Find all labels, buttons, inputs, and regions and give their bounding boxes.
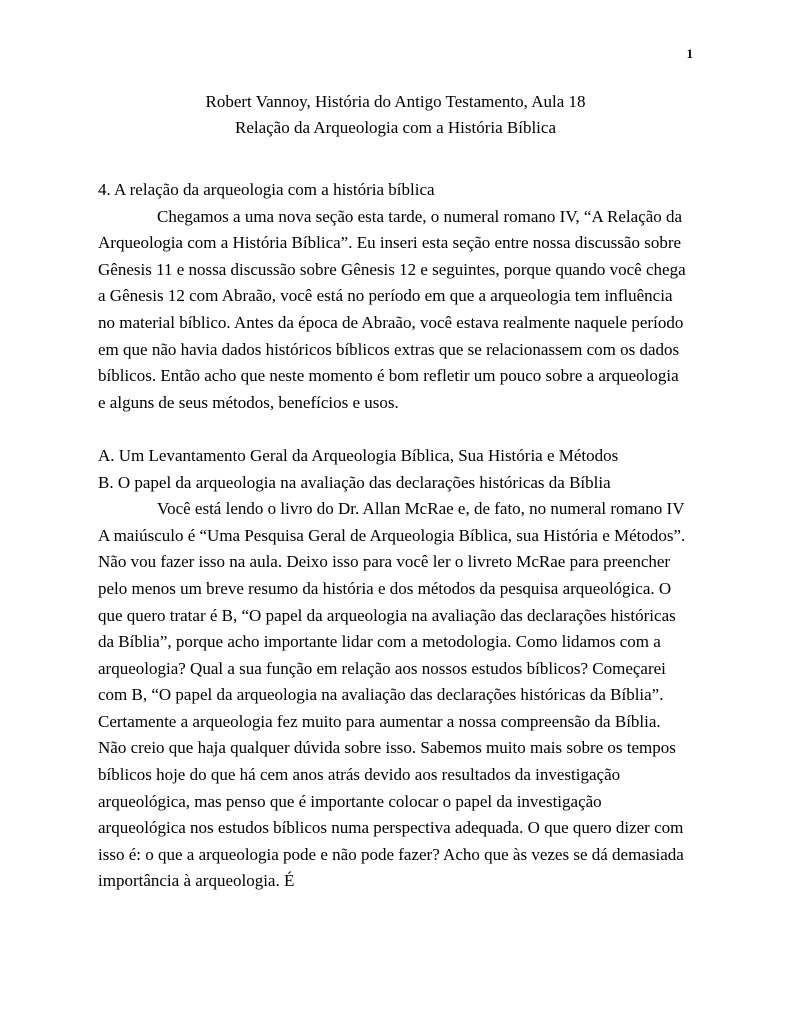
subsection-b-paragraph: Você está lendo o livro do Dr. Allan McRae e, de fato, no numeral romano IV A maiúsculo é “Uma Pesquisa Geral de Arqueologia Bíblica, sua História e Métodos”. Não vou fazer isso na aula. Deixo isso para você ler o livreto McRae para preencher pelo menos um breve resumo da história e dos métodos da pesquisa arqueológica. O que quero tratar é B, “O papel da arqueologia na avaliação das declarações históricas da Bíblia”, porque acho importante lidar com a metodologia. Como lidamos com a arqueologia? Qual a sua função em relação aos nossos estudos bíblicos? Começarei com B, “O papel da arqueologia na avaliação das declarações históricas da Bíblia”. Certamente a arqueologia fez muito para aumentar a nossa compreensão da Bíblia. Não creio que haja qualquer dúvida sobre isso. Sabemos muito mais sobre os tempos bíblicos hoje do que há cem anos atrás devido aos resultados da investigação arqueológica, mas penso que é importante colocar o papel da investigação arqueológica nos estudos bíblicos numa perspectiva adequada. O que quero dizer com isso é: o que a arqueologia pode e não pode fazer? Acho que às vezes se dá demasiada importância à arqueologia. É [98,499,686,891]
document-subtitle: Relação da Arqueologia com a História Bíblica [234,118,556,137]
document-body [98,177,690,895]
section-4-heading: 4. A relação da arqueologia com a história bíblica [98,180,435,199]
page-number: 1 [686,46,693,61]
document-title: Robert Vannoy, História do Antigo Testamento, Aula 18 [205,92,586,111]
document-title-block [0,89,791,141]
subsection-b-heading: B. O papel da arqueologia na avaliação das declarações históricas da Bíblia [98,472,611,492]
subsection-a-heading: A. Um Levantamento Geral da Arqueologia Bíblica, Sua História e Métodos [98,445,619,465]
section-4-paragraph: Chegamos a uma nova seção esta tarde, o numeral romano IV, “A Relação da Arqueologia com a História Bíblica”. Eu inseri esta seção entre nossa discussão sobre Gênesis 11 e nossa discussão sobre Gênesis 12 e seguintes, porque quando você chega a Gênesis 12 com Abraão, você está no período em que a arqueologia tem influência no material bíblico. Antes da época de Abraão, você estava realmente naquele período em que não havia dados históricos bíblicos extras que se relacionassem com os dados bíblicos. Então acho que neste momento é bom refletir um pouco sobre a arqueologia e alguns de seus métodos, benefícios e usos. [98,206,686,412]
